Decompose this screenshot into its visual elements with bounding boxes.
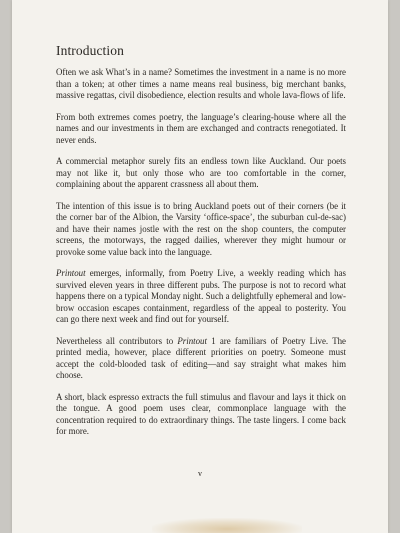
- paragraph-7: A short, black espresso extracts the full stimulus and flavour and lays it thick on the tongue. A good poem uses clear, commonplace language with the concentration required to do extraordinary things. The taste lingers. I come back for more.: [56, 391, 346, 436]
- paragraph-6-text: 1 are familiars of Poetry Live. The printed media, however, place different priorities on poetry. Someone must accept the cold-blooded task of editing—and say straight what makes him choose.: [56, 335, 346, 380]
- paragraph-5-text: emerges, informally, from Poetry Live, a weekly reading which has survived eleven years in three different pubs. The purpose is not to record what happens there on a typical Monday night. Such a delightfully ephemeral and low-brow occasion escapes containment, regardless of the appeal to posterity. You can go there next week and find out for yourself.: [56, 268, 346, 324]
- page-number: v: [198, 469, 202, 478]
- paper-stain: [152, 518, 302, 533]
- paragraph-3: A commercial metaphor surely fits an endless town like Auckland. Our poets may not like it, but only those who are too comfortable in the corner, complaining about the apparent crassness all about them.: [56, 156, 346, 189]
- paragraph-5: [56, 268, 346, 326]
- paragraph-2: From both extremes comes poetry, the language’s clearing-house where all the names and our investments in them are exchanged and contracts renegotiated. It never ends.: [56, 111, 346, 145]
- paragraph-4: The intention of this issue is to bring Auckland poets out of their corners (be it the corner bar of the Albion, the Varsity ‘office-space’, the suburban cul-de-sac) and have their names jostle with the rest on the shop counters, the computer screens, the motorways, the ragged dailies, wherever they might humour or provoke some value back into the language.: [56, 200, 346, 257]
- page-title: Introduction: [56, 43, 124, 58]
- paragraph-5-title: Printout: [56, 268, 86, 278]
- paragraph-6: [56, 336, 346, 382]
- book-page: [12, 0, 388, 533]
- paragraph-6-title: Printout: [177, 335, 207, 346]
- paragraph-6-lead: Nevertheless all contributors to: [56, 335, 178, 346]
- page-content: [56, 43, 346, 448]
- paragraph-1: Often we ask What’s in a name? Sometimes the investment in a name is no more than a token; at other times a name means real business, big merchant banks, massive regattas, civil disobedience, election results and whole lava-flows of life.: [56, 67, 346, 100]
